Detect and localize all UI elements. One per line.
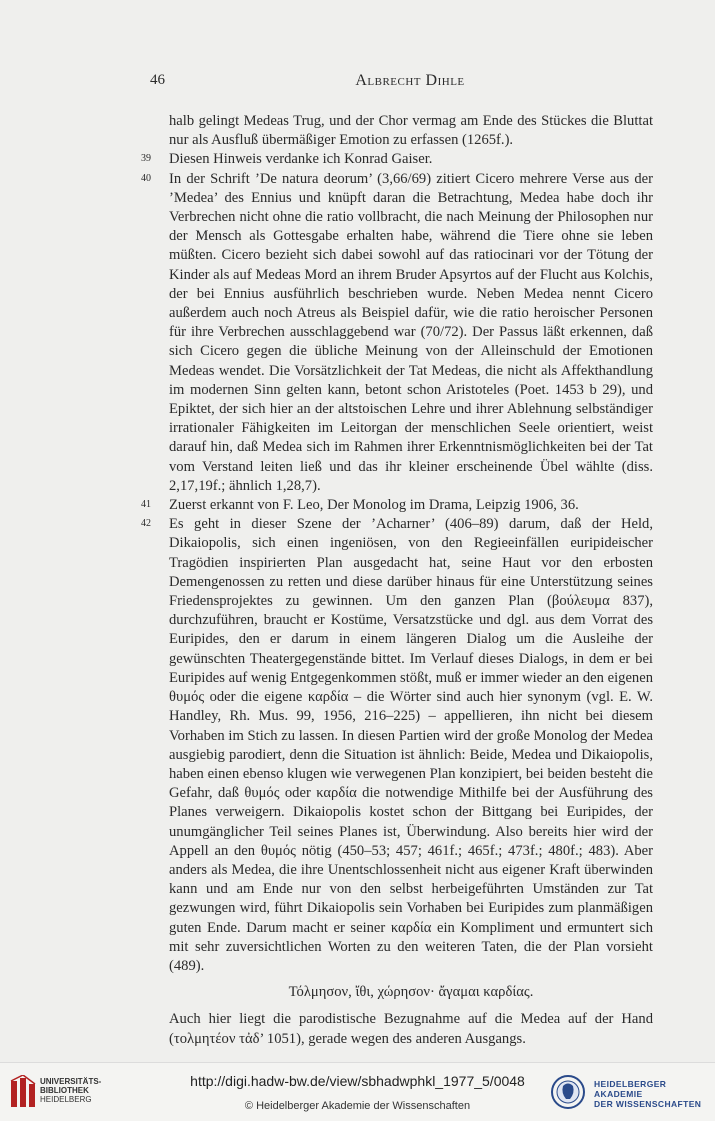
footnote-text: Zuerst erkannt von F. Leo, Der Monolog im Drama, Leipzig 1906, 36. (169, 497, 579, 514)
academy-seal-icon[interactable] (550, 1073, 586, 1111)
footnote-39 (141, 150, 653, 169)
footnote-42 (141, 515, 653, 976)
paragraph-continuation: halb gelingt Medeas Trug, und der Chor vermag am Ende des Stückes die Bluttat nur als Ausfluß übermäßiger Emotion zu erfassen (1265f.). (169, 113, 653, 149)
footnote-number: 41 (141, 499, 151, 511)
footnote-40 (141, 170, 653, 496)
library-name-line1: UNIVERSITÄTS- (40, 1077, 102, 1086)
academy-name-line1: HEIDELBERGER AKADEMIE (594, 1079, 667, 1099)
copyright-notice: © Heidelberger Akademie der Wissenschaften (244, 1100, 471, 1112)
permalink-url[interactable]: http://digi.hadw-bw.de/view/sbhadwphkl_1977_5/0048 (190, 1073, 525, 1089)
greek-verse-quote: Τόλμησον, ἴθι, χώρησον· ἄγαμαι καρδίας. (288, 984, 534, 1001)
academy-name-line2: DER WISSENSCHAFTEN (594, 1099, 702, 1109)
academy-name[interactable] (594, 1079, 715, 1109)
footnote-number: 42 (141, 518, 151, 530)
page-number: 46 (150, 72, 165, 88)
footnote-text: In der Schrift ’De natura deorum’ (3,66/69) zitiert Cicero mehrere Verse aus der ’Medea’ des Ennius und knüpft daran die Betrachtung, Medea habe doch ihr Verbrechen nicht ohne die ratio vollbracht, die nach Meinung der Philosophen nur der Mensch als Gottesgabe erhalten habe, während die Tiere ohne sie leben müßten. Cicero bezieht sich dabei sowohl auf das ratiocinari vor der Tötung der Kinder als auf Medeas Mord an ihrem Bruder Apsyrtos auf der Flucht aus Kolchis, der bei Ennius ausführlich beschrieben wurde. Neben Medea nennt Cicero außerdem auch noch Atreus als Beispiel dafür, wie die ratio heroischer Personen für ihre Verbrechen ausschlaggebend war (70/72). Der Passus läßt erkennen, daß sich Cicero gegen die übliche Meinung von der Alleinschuld der Emotionen Medeas wendet. Die Vorsätzlichkeit der Tat Medeas, die nicht als Affekthandlung im modernen Sinn gelten kann, betont schon Aristoteles (Poet. 1453 b 29), und Epiktet, der sich hier an der altstoischen Lehre und ihrer Ablehnung selbständiger irrationaler Fähigkeiten im Leitorgan der menschlichen Seele orientiert, weist darauf hin, daß Medea sich im Rahmen ihrer Erkenntnismöglichkeiten bei der Tat vom Verstand leiten ließ und das ihr kleiner erscheinende Übel wählte (diss. 2,17,19f.; ähnlich 1,28,7). (169, 170, 653, 494)
footnote-number: 39 (141, 153, 151, 165)
footnote-text: Es geht in dieser Szene der ’Acharner’ (406–89) darum, daß der Held, Dikaiopolis, sich einen ingeniösen, von den Regieeinfällen euripideischer Tragödien inspirierten Plan ausgedacht hat, seine Haut vor den erbosten Demengenossen zu retten und diese darüber hinaus für eine Unterstützung seines Friedensprojektes zu gewinnen. Um den ganzen Plan (βούλευμα 837), durchzuführen, braucht er Kostüme, Versatzstücke und dgl. aus dem Vorrat des Euripides, den er darum in einem längeren Dialog um die Ausleihe der gewünschten Theatergegenstände bittet. Im Verlauf dieses Dialogs, in dem er bei Euripides auf wenig Entgegenkommen stößt, muß er immer wieder an den eigenen θυμός oder die eigene καρδία – die Wörter sind auch hier synonym (vgl. E. W. Handley, Rh. Mus. 99, 1956, 216–225) – appellieren, ihn nicht bei diesem Vorhaben im Stich zu lassen. In diesen Partien wird der große Monolog der Medea ausgiebig parodiert, denn die Situation ist ähnlich: Beide, Medea und Dikaiopolis, haben einen ebenso klugen wie verwegenen Plan konzipiert, bei beiden besteht die Gefahr, daß θυμός oder καρδία die notwendige Mithilfe bei der Ausführung des Planes verweigern. Dikaiopolis kostet schon der Bittgang bei Euripides, der unumgänglicher Teil seines Planes ist, Überwindung. Also bereits hier wird der Appell an den θυμός nötig (450–53; 457; 461f.; 465f.; 473f.; 480f.; 483). Aber anders als Medea, die ihre Unentschlossenheit nicht aus eigener Kraft überwinden kann und am Ende nur von den selbst herbeigeführten Umständen zur Tat gezwungen wird, führt Dikaiopolis sein Vorhaben bei Euripides zum planmäßigen guten Ende. Darum macht er seiner καρδία ein Kompliment und ermuntert sich mit sehr zuversichtlichen Worten zu den weiteren Taten, die der Plan vorsieht (489). (169, 516, 653, 974)
running-head-author: Albrecht Dihle (355, 72, 465, 89)
footnote-41 (141, 496, 653, 515)
library-name-line3: HEIDELBERG (40, 1095, 92, 1104)
page-body (141, 112, 653, 1049)
footnote-number: 40 (141, 172, 151, 184)
footnote-text: Diesen Hinweis verdanke ich Konrad Gaiser. (169, 151, 433, 168)
library-name-line2: BIBLIOTHEK (40, 1086, 89, 1095)
paragraph-closing: Auch hier liegt die parodistische Bezugnahme auf die Medea auf der Hand (τολμητέον τἀδ’ 1051), gerade wegen des anderen Ausgangs. (169, 1011, 653, 1047)
running-header (150, 72, 670, 92)
digitization-footer (0, 1062, 715, 1121)
